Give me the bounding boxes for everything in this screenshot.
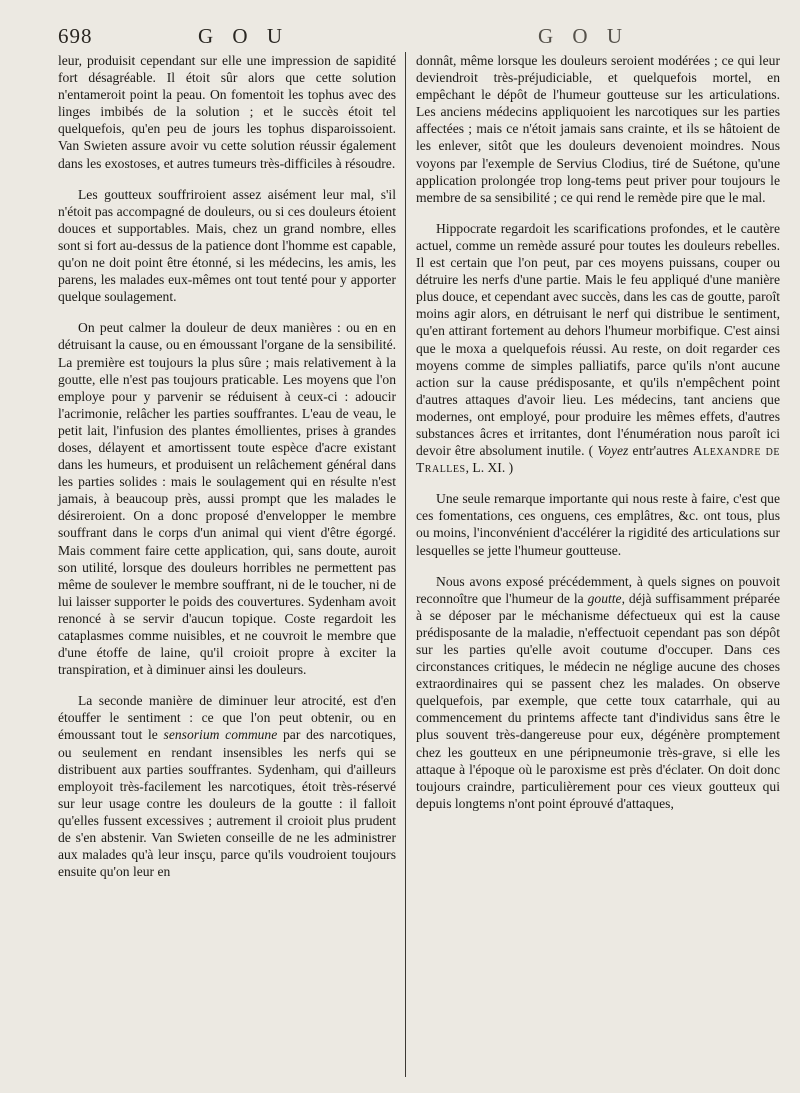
- running-header: [58, 24, 782, 54]
- paragraph: [416, 573, 780, 812]
- paragraph: On peut calmer la douleur de deux manières : ou en en détruisant la cause, ou en émoussant l'organe de la sensibilité. La première est toujours la plus sûre ; mais relativement à la goutte, elle n'est pas toujours praticable. Les moyens que l'on employe pour y parvenir se réduisent à ceux-ci : adoucir l'acrimonie, relâcher les parties souffrantes. L'eau de veau, le petit lait, l'infusion des plantes émollientes, prises à grandes doses, délayent et amortissent toute espèce d'acre existant dans les humeurs, et produisent un relâchement général dans les parties solides : mais le soulagement qui en résulte n'est jamais, à beaucoup près, aussi prompt que les malades le désireroient. On a donc proposé d'envelopper le membre souffrant dans le corps d'un animal qui vient d'être égorgé. Mais comment faire cette application, qui, sans doute, auroit son utilité, lorsque des douleurs horribles ne permettent pas même de soulever le membre souffrant, ni de le toucher, ni de lui laisser supporter le poids des couvertures. Sydenham avoit renoncé à se servir d'aucun topique. Coste regardoit les cataplasmes comme nuisibles, et ne couvroit le membre que d'une étoffe de laine, qu'il croioit propre à exciter la transpiration, et à diminuer ainsi les douleurs.: [58, 320, 396, 678]
- italic-reference: Voyez: [597, 443, 629, 459]
- text-run: Hippocrate regardoit les scarifications profondes, et le cautère actuel, comme un remède assuré pour toutes les douleurs rebelles. Il est certain que l'on peut, par ces moyens puissans, couper ou détruire les nerfs d'une partie. Mais le feu appliqué d'une manière plus douce, et cependant avec succès, dans les cas de goutte, paroît moins agir alors, en détruisant le nerf qui distribue le sentiment, qu'en attirant fortement au dehors l'humeur morbifique. C'est ainsi que le moxa a quelquefois réussi. Au reste, on doit regarder ces moyens comme de simples palliatifs, parce qu'ils n'ont aucune action sur la cause prédisposante, et qu'ils n'empêchent point d'autres attaques d'avoir lieu. Les médecins, tant anciens que modernes, ont employé, pour produire les mêmes effets, d'autres substances âcres et irritantes, dont l'énumération nous paroît ici devoir être absolument inutile. (: [416, 220, 780, 459]
- text-run: par des narcotiques, ou seulement en rendant insensibles les nerfs qui se distribuent aux parties souffrantes. Sydenham, qui d'ailleurs employoit très-facilement les narcotiques, étoit très-réservé sur leur usage contre les douleurs de la goutte : il falloit qu'elles fussent excessives ; autrement il croioit plus prudent de s'en abstenir. Van Swieten conseille de ne les administrer aux malades qu'à leur insçu, parce qu'ils voudroient toujours ensuite qu'on leur en: [58, 727, 396, 880]
- text-run: Nous avons exposé précédemment, à quels signes on pouvoit reconnoître que l'humeur de la: [416, 573, 780, 606]
- running-head-left: G O U: [198, 24, 289, 48]
- paragraph: leur, produisit cependant sur elle une impression de sapidité fort désagréable. Il étoit sûr alors que cette solution n'entameroit point la peau. On fomentoit les tophus avec des linges imbibés de la solution ; et le succès étoit tel quelquefois, qu'en peu de jours les tophus disparoissoient. Van Swieten assure avoir vu cette solution réussir également dans les exostoses, et autres tumeurs très-difficiles à résoudre.: [58, 53, 396, 171]
- paragraph: Une seule remarque importante qui nous reste à faire, c'est que ces fomentations, ces onguens, ces emplâtres, &c. ont tous, plus ou moins, l'inconvénient d'accélérer la rigidité des articulations sur lesquelles se jette l'humeur goutteuse.: [416, 491, 780, 558]
- author-name: Alexandre de Tralles: [416, 443, 780, 476]
- text-run: entr'autres: [628, 443, 693, 459]
- running-head-right: G O U: [538, 24, 629, 48]
- italic-term: goutte: [587, 590, 622, 606]
- italic-term: sensorium commune: [163, 727, 278, 743]
- text-run: , L. XI. ): [465, 460, 514, 476]
- page-number: 698: [58, 24, 93, 48]
- column-divider: [405, 52, 406, 1077]
- paragraph: [416, 220, 780, 476]
- paragraph: Les goutteux souffriroient assez aisément leur mal, s'il n'étoit pas accompagné de douleurs, ou si ces douleurs étoient douces et supportables. Mais, chez un grand nombre, elles sont si fort au-dessus de la patience dont l'homme est capable, qu'on ne doit point être étonné, si les médecins, les amis, les parens, les malades eux-mêmes ont tout tenté pour y apporter quelque soulagement.: [58, 186, 396, 305]
- right-column: [416, 52, 780, 826]
- paragraph: donnât, même lorsque les douleurs seroient modérées ; ce qui leur deviendroit très-préjudiciable, et quelquefois mortel, en empêchant le dépôt de l'humeur goutteuse sur les articulations. Les anciens médecins appliquoient les narcotiques sur les parties affectées ; mais ce n'étoit jamais sans crainte, et ils se hâtoient de les enlever, sitôt que les douleurs devenoient moindres. Nous voyons par l'exemple de Servius Clodius, tiré de Suétone, qu'une application prolongée trop long-tems peut priver pour toujours le membre de sa sensibilité ; ce qui rend le remède pire que le mal.: [416, 53, 780, 205]
- paragraph: [58, 692, 396, 880]
- text-run: La seconde manière de diminuer leur atrocité, est d'en étouffer le sentiment : ce que l'on peut obtenir, ou en émoussant tout le: [58, 693, 396, 743]
- left-column: [58, 52, 396, 894]
- text-run: , déjà suffisamment préparée à se déposer par le méchanisme défectueux qui est la cause prédisposante de la maladie, n'effectuoit cependant pas son dépôt sur les parties qu'elle avoit coutume d'occuper. Dans ces circonstances critiques, le médecin ne néglige aucune des choses extraordinaires qui se passent chez les malades. On observe quelquefois, par exemple, que cette toux catarrhale, qui au commencement du printems affecte tant d'individus sans être le plus souvent très-dangereuse pour eux, dégénère promptement chez les goutteux en une péripneumonie très-grave, si elle les attaque à l'époque où le paroxisme est près d'éclater. On doit donc toujours craindre, particulièrement pour ces vieux goutteux qui depuis longtems n'ont point éprouvé d'attaques,: [416, 590, 780, 811]
